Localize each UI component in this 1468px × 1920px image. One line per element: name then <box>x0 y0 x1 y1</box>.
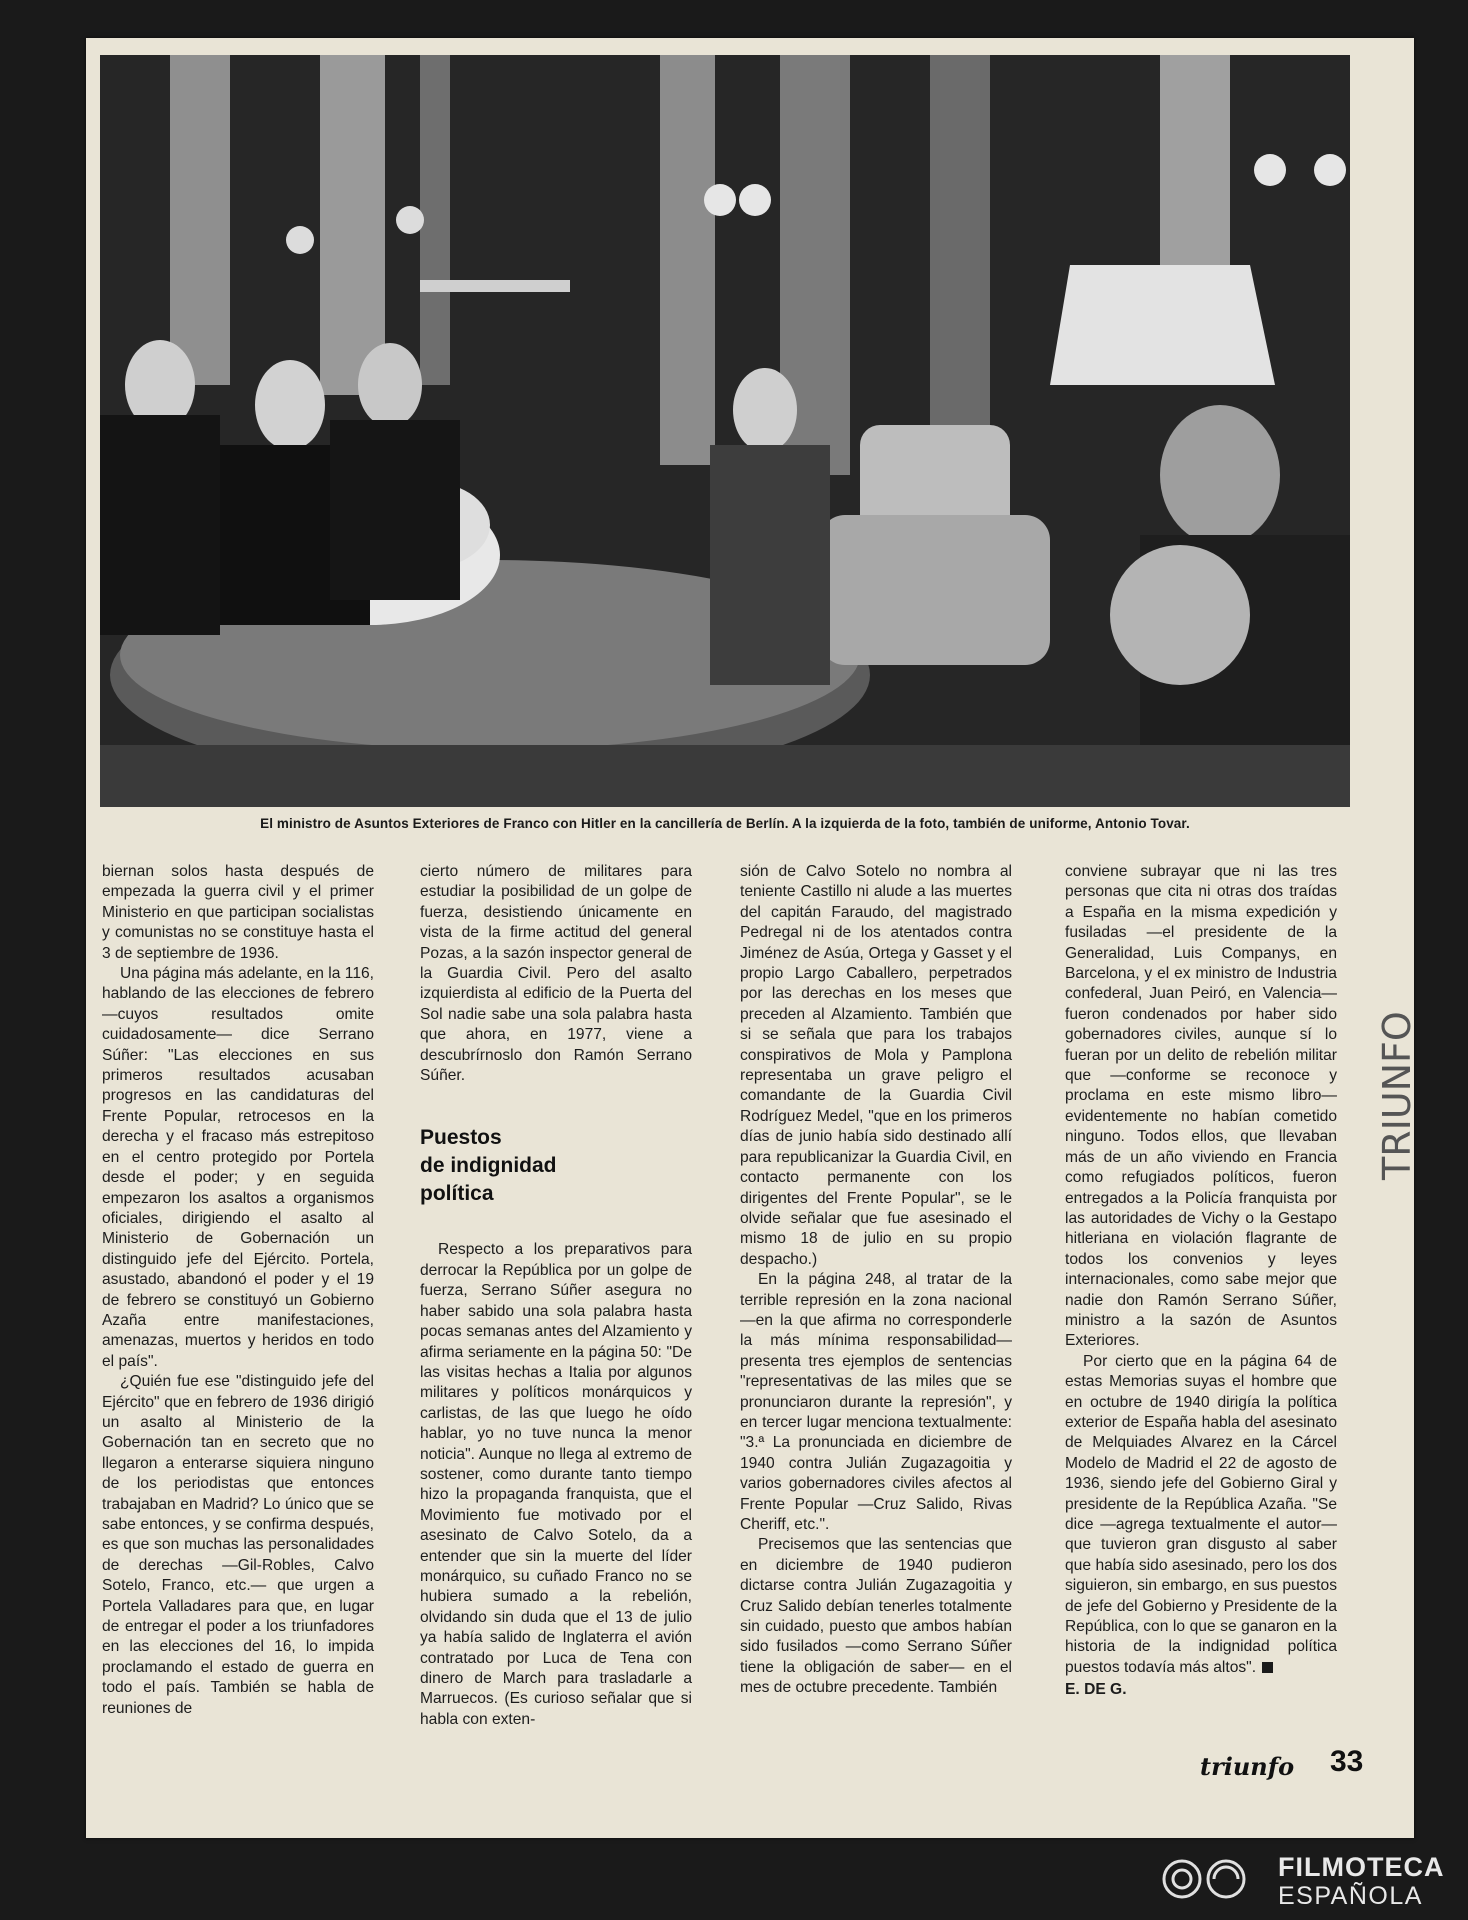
article-column-4 <box>1065 862 1337 1701</box>
section-heading-line: política <box>420 1182 494 1206</box>
paragraph-text: Por cierto que en la página 64 de estas Memorias suyas el hombre que en octubre de 1940 dirigía la política exterior de España habla del asesinato de Melquiades Alvarez en la Cárcel Modelo de Madrid el 22 de agosto de 1936, siendo jefe del Gobierno Giral y presidente de la República Azaña. "Se dice —agrega textualmente el autor— que tuvieron gran disgusto al saber que había sido asesinado, pero los dos siguieron, sin embargo, en sus puestos de jefe del Gobierno y Presidente de la República, con lo que se ganaron en la historia de la indignidad política puestos todavía más altos". <box>1065 1352 1337 1676</box>
paragraph: Precisemos que las sentencias que en diciembre de 1940 pudieron dictarse contra Julián Zugazagoitia y Cruz Salido debían tenerles totalmente sin cuidado, puesto que ambos habían sido fusilados —como Serrano Súñer tiene la obligación de saber— en el mes de octubre precedente. También <box>740 1536 1012 1697</box>
end-mark-icon <box>1262 1662 1273 1673</box>
archive-watermark <box>1160 1848 1460 1910</box>
paragraph: sión de Calvo Sotelo no nombra al teniente Castillo ni alude a las muertes del capitán Faraudo, del magistrado Pedregal ni de los atentados contra Jiménez de Asúa, Ortega y Gasset y el propio Largo Caballero, perpetrados por las derechas en los meses que preceden al Alzamiento. También que si se señala que para los trabajos conspirativos de Mola y Pamplona representaba un grave peligro el comandante de la Guardia Civil Rodríguez Medel, "que en los primeros días de junio había sido destinado allí para republicanizar la Guardia Civil, en contacto permanente con los dirigentes del Frente Popular", se le olvide señalar que fue asesinado el mismo 18 de julio en su propio despacho.) <box>740 863 1012 1268</box>
paragraph: cierto número de militares para estudiar la posibilidad de un golpe de fuerza, desistiendo únicamente en vista de la firme actitud del general Pozas, a la sazón inspector general de la Guardia Civil. Pero del asalto izquierdista al edificio de la Puerta del Sol nadie sabe una sola palabra hasta que ahora, en 1977, viene a descubrírnoslo don Ramón Serrano Súñer. <box>420 863 692 1085</box>
paragraph: conviene subrayar que ni las tres personas que cita ni otras dos traídas a España en la misma expedición y fusiladas —el presidente de la Generalidad, Luis Companys, en Barcelona, y el ex ministro de Industria confederal, Juan Peiró, en Valencia— fueron condenados por haber sido gobernadores civiles, aunque sí lo fueran por un delito de rebelión militar que —conforme se reconoce y proclama en este mismo libro— evidentemente no habían cometido ninguno. Todos ellos, que llevaban más de un año viviendo en Francia como refugiados políticos, fueron entregados a la Policía franquista por las autoridades de Vichy o la Gestapo hitleriana en violación flagrante de todos los convenios y leyes internacionales, como sabe mejor que nadie don Ramón Serrano Súñer, ministro a la sazón de Asuntos Exteriores. <box>1065 863 1337 1350</box>
paragraph <box>1065 1352 1337 1679</box>
paragraph: Respecto a los preparativos para derrocar la República por un golpe de fuerza, Serrano Súñer asegura no haber sabido una sola palabra hasta pocas semanas antes del Alzamiento y afirma seriamente en la página 50: "De las visitas hechas a Italia por algunos militares y políticos monárquicos y carlistas, de las que luego he oído hablar, yo no tuve nunca la menor noticia". Aunque no llega al extremo de sostener, como durante tanto tiempo hizo la propaganda franquista, que el Movimiento fue motivado por el asesinato de Calvo Sotelo, da a entender que sin la muerte del líder monárquico, su cuñado Franco no se hubiera sumado a la rebelión, olvidando sin duda que el 13 de julio ya había salido de Inglaterra el avión contratado por Luca de Tena con dinero de March para trasladarle a Marruecos. (Es curioso señalar que si habla con exten- <box>420 1241 692 1728</box>
paragraph: Una página más adelante, en la 116, hablando de las elecciones de febrero —cuyos resultados omite cuidadosamente— dice Serrano Súñer: "Las elecciones en sus primeros resultados acusaban progresos en las candidaturas del Frente Popular, retrocesos en la derecha y el fracaso más estrepitoso en el centro protegido por Portela desde el poder; y en seguida empezaron los asaltos a organismos oficiales, dirigiendo el asalto al Ministerio de Gobernación un distinguido jefe del Ejército. Portela, asustado, abandonó el poder y el 19 de febrero se constituyó un Gobierno Azaña entre manifestaciones, amenazas, muertos y heridos en todo el país". <box>102 965 374 1370</box>
article-column-1 <box>102 862 374 1719</box>
author-signature: E. DE G. <box>1065 1681 1127 1699</box>
news-photograph <box>100 55 1350 807</box>
paragraph: ¿Quién fue ese "distinguido jefe del Ejército" que en febrero de 1936 dirigió un asalto al Ministerio de la Gobernación tan en secreto que no llegaron a enterarse siquiera ninguno de los periodistas que entonces trabajaban en Madrid? Lo único que se sabe entonces, y se confirma después, es que son muchas las personalidades de derechas —Gil-Robles, Calvo Sotelo, Franco, etc.— que urgen a Portela Valladares para que, en lugar de entregar el poder a los triunfadores en las elecciones del 16, lo impida proclamando el estado de guerra en todo el país. También se habla de reuniones de <box>102 1373 374 1717</box>
watermark-title: FILMOTECA <box>1278 1852 1445 1882</box>
magazine-name: triunfo <box>1200 1752 1295 1781</box>
section-heading-line: de indignidad <box>420 1154 557 1178</box>
photo-caption: El ministro de Asuntos Exteriores de Franco con Hitler en la cancillería de Berlín. A la izquierda de la foto, también de uniforme, Antonio Tovar. <box>260 816 1190 831</box>
handwritten-note <box>1375 870 1430 1190</box>
article-column-2 <box>420 862 692 1730</box>
watermark-subtitle: ESPAÑOLA <box>1278 1882 1423 1910</box>
article-column-3 <box>740 862 1012 1699</box>
page-number: 33 <box>1330 1745 1364 1778</box>
filmoteca-logo-icon <box>1160 1850 1270 1908</box>
section-heading <box>420 1124 692 1208</box>
paragraph: biernan solos hasta después de empezada la guerra civil y el primer Ministerio en que participan socialistas y comunistas no se constituye hasta el 3 de septiembre de 1936. <box>102 863 374 962</box>
section-heading-line: Puestos <box>420 1126 502 1150</box>
handwritten-note-text: TRIUNFO <box>1375 1011 1419 1180</box>
paragraph: En la página 248, al tratar de la terrible represión en la zona nacional —en la que afirma no corresponderle la más mínima responsabilidad— presenta tres ejemplos de sentencias "representativas de las miles que se pronunciaron durante la represión", y en tercer lugar menciona textualmente: "3.ª La pronunciada en diciembre de 1940 contra Julián Zugazagoitia y varios gobernadores civiles afectos al Frente Popular —Cruz Salido, Rivas Cheriff, etc.". <box>740 1271 1012 1533</box>
